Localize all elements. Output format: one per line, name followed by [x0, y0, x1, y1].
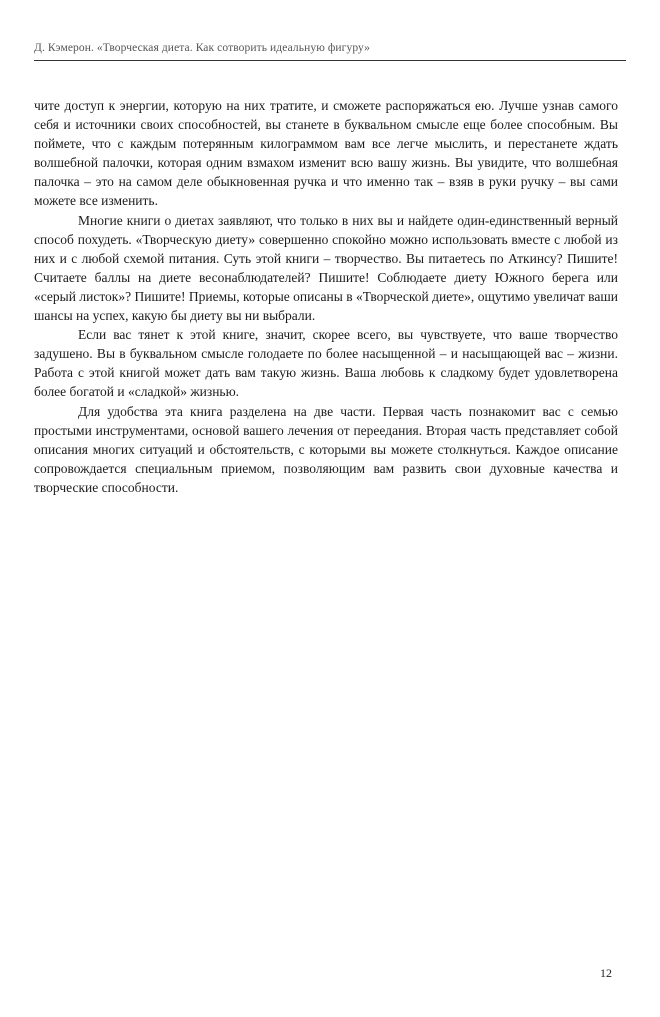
paragraph: Если вас тянет к этой книге, значит, скорее всего, вы чувствуете, что ваше творчество задушено. Вы в буквальном смысле голодаете по более насыщенной – и насыщающей вас – жизни. Работа с этой книгой может дать вам такую жизнь. Ваша любовь к сладкому будет удовлетворена более богатой и «сладкой» жизнью.: [34, 327, 618, 400]
page-number: 12: [600, 966, 612, 980]
paragraph-continued: чите доступ к энергии, которую на них тратите, и сможете распоряжаться ею. Лучше узнав самого себя и источники своих способностей, вы станете в буквальном смысле еще более способным. Вы поймете, что с каждым потерянным килограммом вам все легче мыслить, и перестанете ждать волшебной палочки, которая одним взмахом изменит всю вашу жизнь. Вы увидите, что волшебная палочка – это на самом деле обыкновенная ручка и что именно так – взяв в руки ручку – вы сами можете все изменить.: [34, 98, 618, 209]
header-rule: [34, 60, 626, 61]
body-text: [34, 96, 618, 497]
paragraph: Многие книги о диетах заявляют, что только в них вы и найдете один-единственный верный способ похудеть. «Творческую диету» совершенно спокойно можно использовать вместе с любой из них и с любой схемой питания. Суть этой книги – творчество. Вы питаетесь по Аткинсу? Пишите! Считаете баллы на диете весонаблюдателей? Пишите! Соблюдаете диету Южного берега или «серый листок»? Пишите! Приемы, которые описаны в «Творческой диете», ощутимо увеличат ваши шансы на успех, какую бы диету вы ни выбрали.: [34, 212, 618, 324]
running-head: Д. Кэмерон. «Творческая диета. Как сотворить идеальную фигуру»: [34, 42, 371, 54]
paragraph: Для удобства эта книга разделена на две части. Первая часть познакомит вас с семью простыми инструментами, основой вашего лечения от переедания. Вторая часть представляет собой описания многих ситуаций и обстоятельств, с которыми вы можете столкнуться. Каждое описание сопровождается специальным приемом, позволяющим вам развить свои духовные качества и творческие способности.: [34, 403, 618, 495]
